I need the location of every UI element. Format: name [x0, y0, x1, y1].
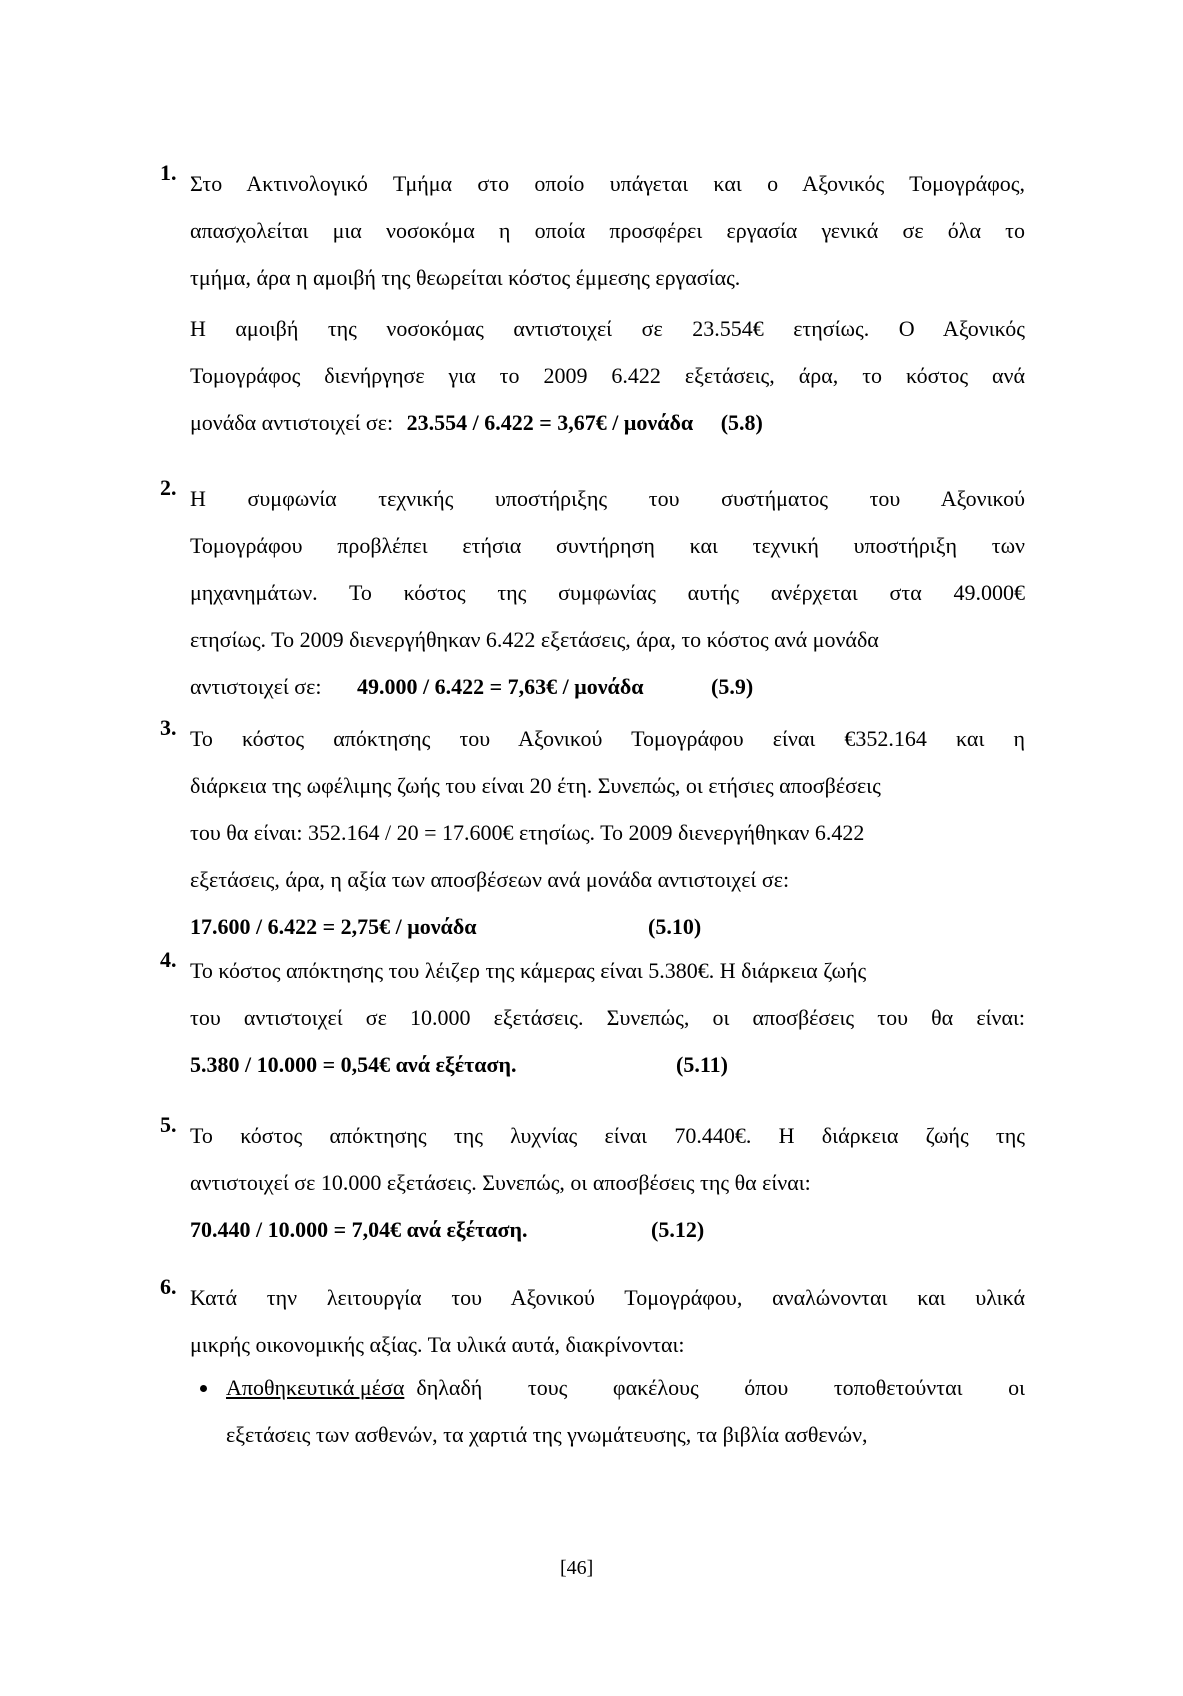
list-item-2 [160, 475, 1025, 710]
item-number: 2. [160, 475, 177, 500]
bullet-term: Αποθηκευτικά μέσα [226, 1375, 405, 1400]
formula: 17.600 / 6.422 = 2,75€ / μονάδα [190, 914, 477, 939]
bullet-item [226, 1364, 1025, 1458]
item-text-line: διάρκεια της ωφέλιμης ζωής του είναι 20 έτη. Συνεπώς, οι ετήσιες αποσβέσεις [190, 773, 881, 798]
page-number: [46] [560, 1557, 594, 1579]
item-text-line: του θα είναι: 352.164 / 20 = 17.600€ ετησίως. Το 2009 διενεργήθηκαν 6.422 [190, 820, 865, 845]
item-text-line: ετησίως. Το 2009 διενεργήθηκαν 6.422 εξετάσεις, άρα, το κόστος ανά μονάδα [190, 627, 879, 652]
item-number: 1. [160, 160, 177, 185]
item-text-line: Το κόστος απόκτησης του Αξονικού Τομογράφου είναι €352.164 και η [190, 726, 1025, 751]
bullet-rest: δηλαδή τους φακέλους όπου τοποθετούνται οι [416, 1375, 1025, 1400]
item-text-line: Κατά την λειτουργία του Αξονικού Τομογράφου, αναλώνονται και υλικά [190, 1285, 1025, 1310]
item-text-line: αντιστοιχεί σε 10.000 εξετάσεις. Συνεπώς, οι αποσβέσεις της θα είναι: [190, 1170, 811, 1195]
formula-line [190, 1206, 1025, 1253]
item-text-line: του αντιστοιχεί σε 10.000 εξετάσεις. Συνεπώς, οι αποσβέσεις του θα είναι: [190, 1005, 1025, 1030]
item-text-line: Το κόστος απόκτησης του λέιζερ της κάμερας είναι 5.380€. Η διάρκεια ζωής [190, 958, 867, 983]
list-item-6 [160, 1274, 1025, 1368]
item-text-line: απασχολείται μια νοσοκόμα η οποία προσφέρει εργασία γενικά σε όλα το [190, 218, 1025, 243]
item-number: 6. [160, 1274, 177, 1299]
formula-line [190, 1041, 1025, 1088]
formula: 49.000 / 6.422 = 7,63€ / μονάδα [356, 674, 644, 699]
formula-prefix: αντιστοιχεί σε: [190, 674, 322, 699]
item-text-line: τμήμα, άρα η αμοιβή της θεωρείται κόστος έμμεσης εργασίας. [190, 265, 741, 290]
item-text-line: Τομογράφου προβλέπει ετήσια συντήρηση και τεχνική υποστήριξη των [190, 533, 1025, 558]
list-item-4 [160, 947, 1025, 1088]
item-text-line: Η αμοιβή της νοσοκόμας αντιστοιχεί σε 23.554€ ετησίως. Ο Αξονικός [190, 316, 1025, 341]
formula-prefix: μονάδα αντιστοιχεί σε: [190, 410, 394, 435]
item-text-line: μικρής οικονομικής αξίας. Τα υλικά αυτά, διακρίνονται: [190, 1332, 685, 1357]
list-item-5 [160, 1112, 1025, 1253]
item-text-line: Στο Ακτινολογικό Τμήμα στο οποίο υπάγεται και ο Αξονικός Τομογράφος, [190, 171, 1025, 196]
item-number: 4. [160, 947, 177, 972]
item-text-line: Η συμφωνία τεχνικής υποστήριξης του συστήματος του Αξονικού [190, 486, 1025, 511]
item-number: 3. [160, 715, 177, 740]
formula: 23.554 / 6.422 = 3,67€ / μονάδα [406, 410, 694, 435]
formula: 5.380 / 10.000 = 0,54€ ανά εξέταση. [190, 1052, 517, 1077]
bullet-text-line: εξετάσεις των ασθενών, τα χαρτιά της γνωμάτευσης, τα βιβλία ασθενών, [226, 1422, 868, 1447]
item-text-line: μηχανημάτων. Το κόστος της συμφωνίας αυτής ανέρχεται στα 49.000€ [190, 580, 1025, 605]
item-text-line: Τομογράφος διενήργησε για το 2009 6.422 εξετάσεις, άρα, το κόστος ανά [190, 363, 1025, 388]
equation-ref: (5.9) [711, 674, 754, 699]
formula-line [190, 663, 1025, 710]
list-item-1 [160, 160, 1025, 301]
bullet-text-line [226, 1364, 1025, 1411]
formula: 70.440 / 10.000 = 7,04€ ανά εξέταση. [190, 1217, 528, 1242]
item-text-line: εξετάσεις, άρα, η αξία των αποσβέσεων ανά μονάδα αντιστοιχεί σε: [190, 867, 790, 892]
formula-line [190, 903, 1025, 950]
equation-ref: (5.11) [676, 1052, 728, 1077]
item-text-line: Το κόστος απόκτησης της λυχνίας είναι 70.440€. Η διάρκεια ζωής της [190, 1123, 1025, 1148]
equation-ref: (5.12) [651, 1217, 705, 1242]
list-item-1-continued [190, 305, 1025, 446]
formula-line [190, 399, 1025, 446]
item-number: 5. [160, 1112, 177, 1137]
bullet-icon [200, 1385, 207, 1392]
list-item-3 [160, 715, 1025, 950]
equation-ref: (5.10) [648, 914, 702, 939]
equation-ref: (5.8) [720, 410, 763, 435]
